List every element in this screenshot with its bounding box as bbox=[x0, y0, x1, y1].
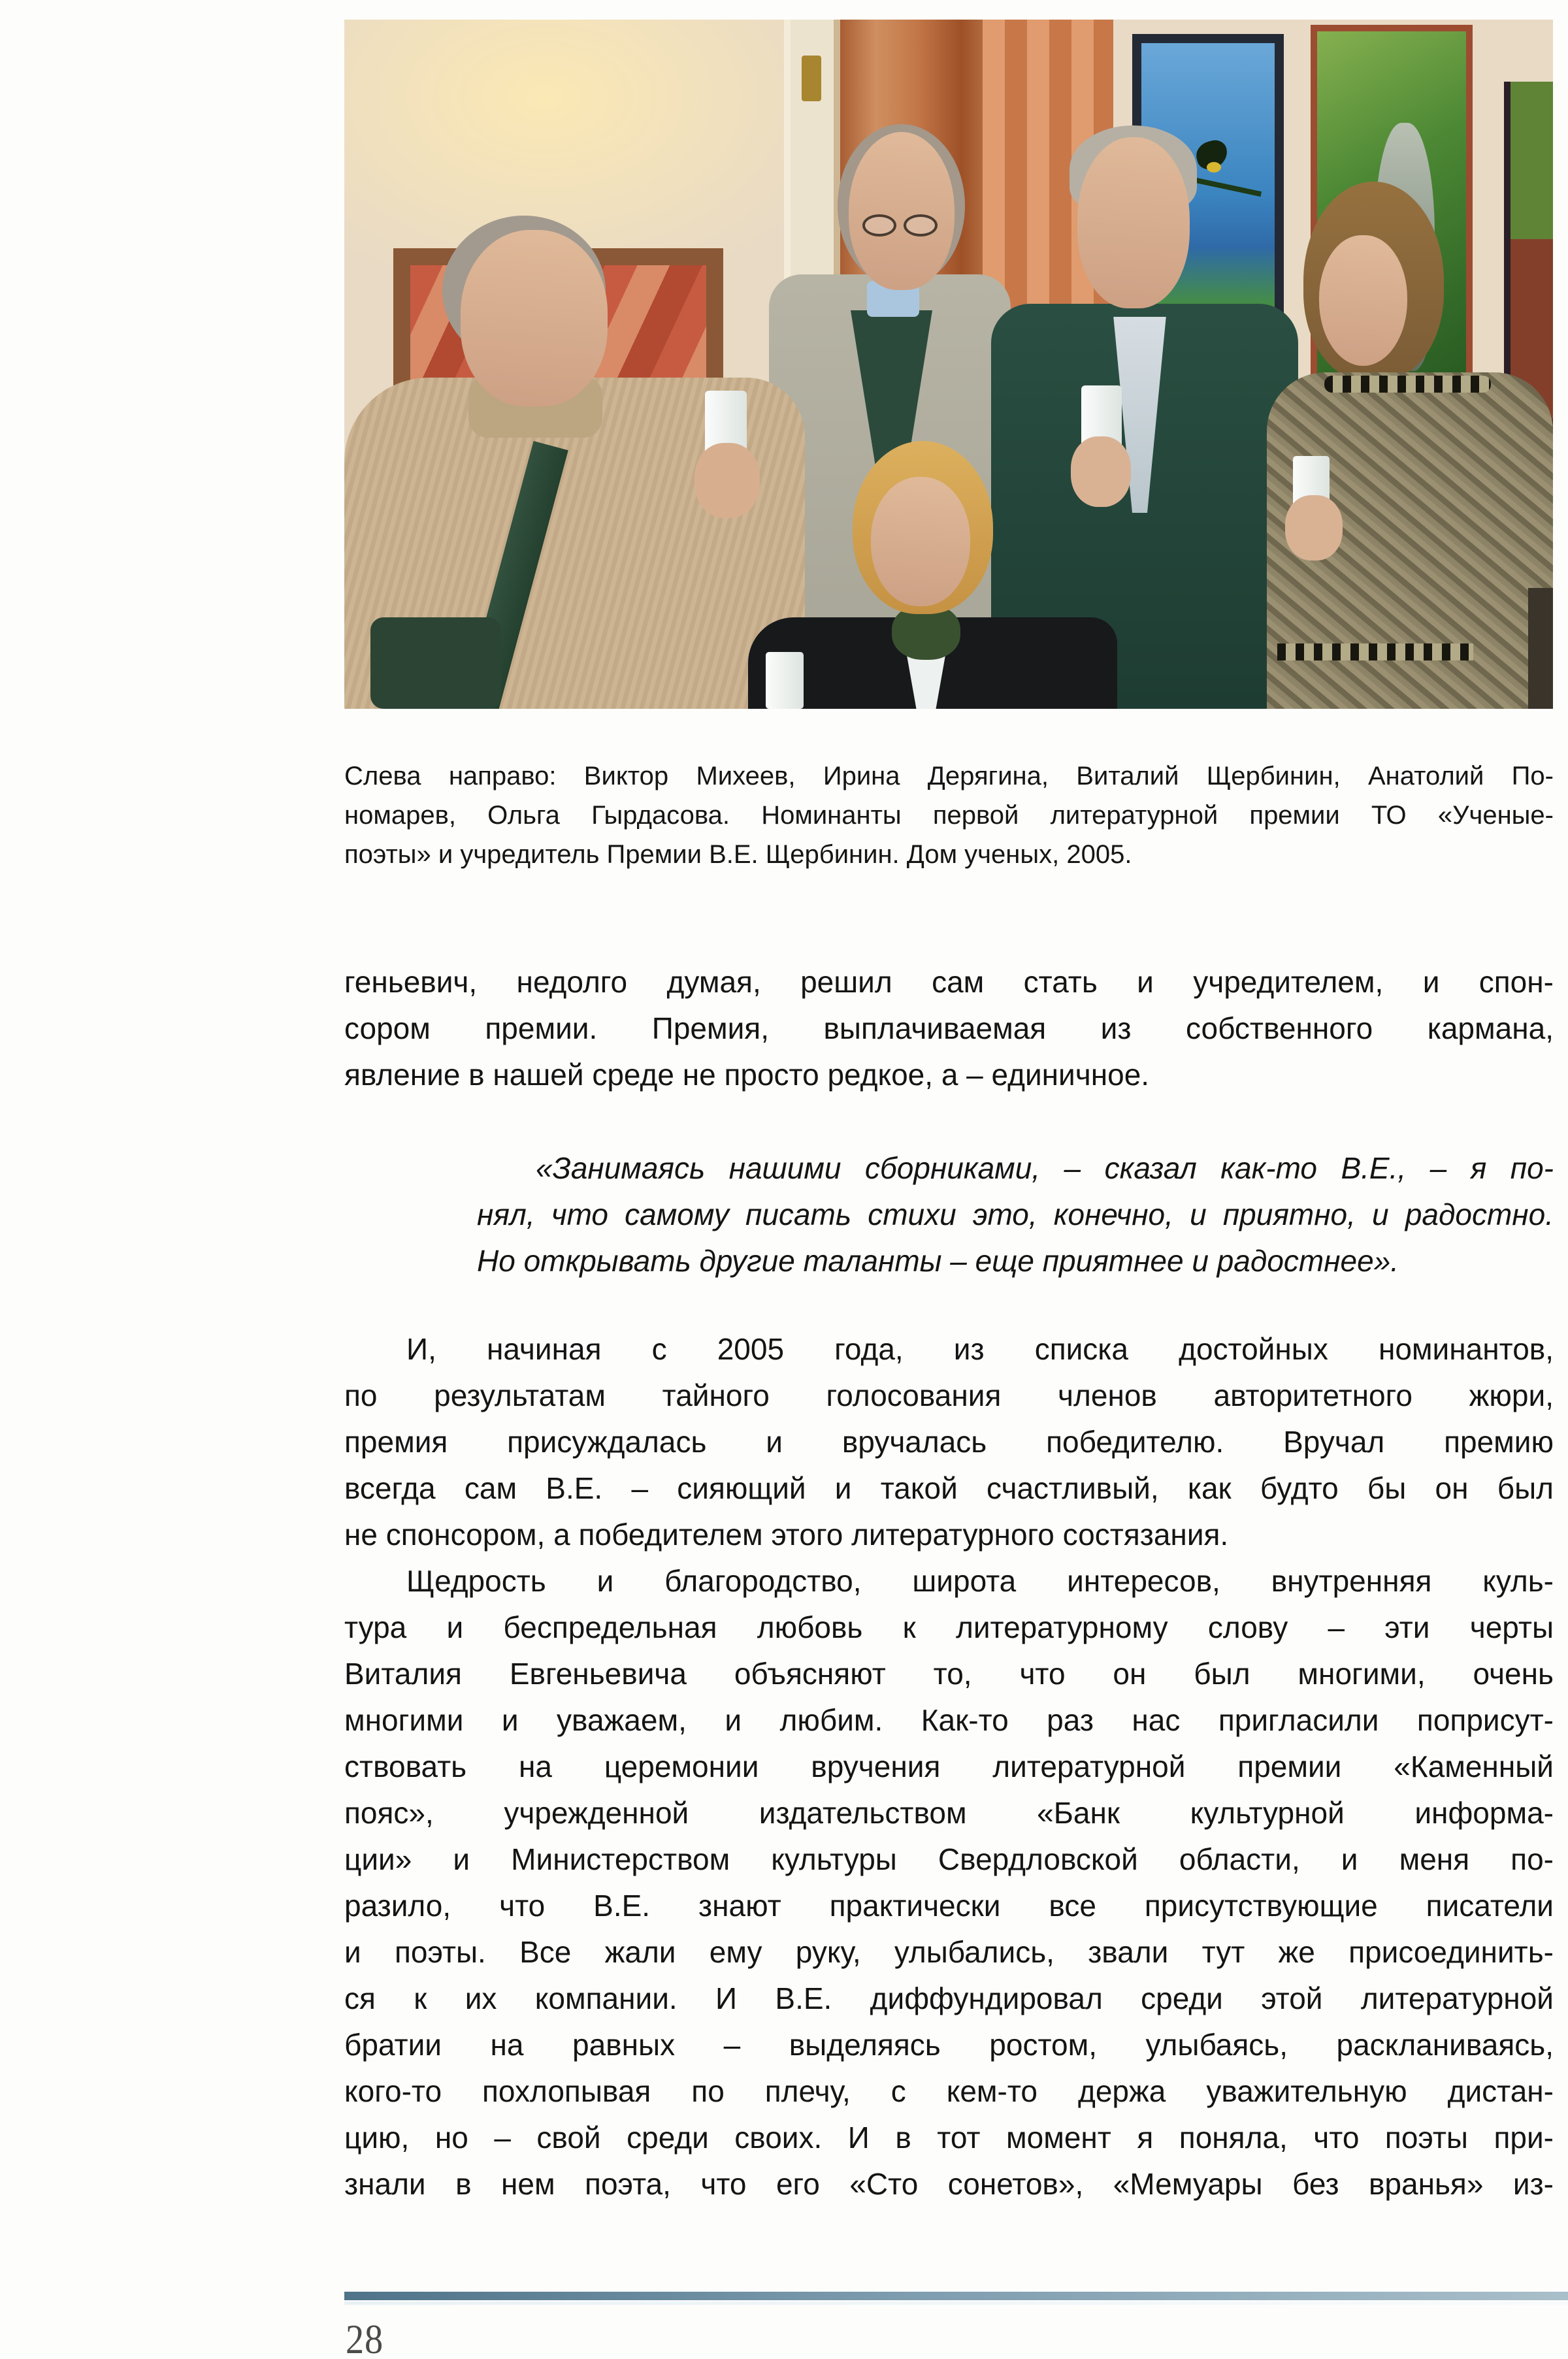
text-line: тура и беспредельная любовь к литературному слову – эти черты bbox=[344, 1610, 1554, 1644]
text-line: братии на равных – выделяясь ростом, улыбаясь, раскланиваясь, bbox=[344, 2028, 1554, 2062]
footer-rule bbox=[344, 2292, 1568, 2300]
text-line: Виталия Евгеньевича объясняют то, что он был многими, очень bbox=[344, 1657, 1554, 1691]
caption-line: поэты» и учредитель Премии В.Е. Щербинин. Дом ученых, 2005. bbox=[344, 840, 1132, 869]
text-line: сором премии. Премия, выплачиваемая из собственного кармана, bbox=[344, 1011, 1554, 1045]
blonde-woman-face bbox=[871, 477, 970, 606]
caption-line: Слева направо: Виктор Михеев, Ирина Дерягина, Виталий Щербинин, Анатолий По- bbox=[344, 762, 1554, 790]
young-woman-face bbox=[1319, 235, 1407, 366]
caption-line: номарев, Ольга Гырдасова. Номинанты первой литературной премии ТО «Ученые- bbox=[344, 801, 1554, 830]
text-line: геньевич, недолго думая, решил сам стать и учредителем, и спон- bbox=[344, 965, 1554, 999]
text-line: всегда сам В.Е. – сияющий и такой счастливый, как будто бы он был bbox=[344, 1471, 1554, 1505]
man-beige-hand bbox=[694, 443, 760, 518]
text-line: ся к их компании. И В.Е. диффундировал среди этой литературной bbox=[344, 1981, 1554, 2015]
text-line: пояс», учрежденной издательством «Банк культурной информа- bbox=[344, 1796, 1554, 1830]
chair-back bbox=[1528, 588, 1553, 709]
text-line: знали в нем поэта, что его «Сто сонетов», «Мемуары без вранья» из- bbox=[344, 2167, 1554, 2201]
paragraph bbox=[344, 1326, 1554, 1558]
man-beige-head bbox=[461, 230, 608, 406]
footer-rule-highlight bbox=[344, 2302, 1568, 2305]
text-line: цию, но – свой среди своих. И в тот момент я поняла, что поэты при- bbox=[344, 2121, 1554, 2155]
event-photo bbox=[344, 20, 1553, 709]
text-line: по результатам тайного голосования членов авторитетного жюри, bbox=[344, 1378, 1554, 1412]
door-hinge bbox=[802, 56, 821, 101]
shoulder-bag bbox=[370, 617, 501, 709]
sweater-collar-band bbox=[1324, 376, 1491, 393]
text-line: кого-то похлопывая по плечу, с кем-то держа уважительную дистан- bbox=[344, 2074, 1554, 2108]
quote-line: «Занимаясь нашими сборниками, – сказал как-то В.Е., – я по- bbox=[536, 1151, 1554, 1185]
text-line: премия присуждалась и вручалась победителю. Вручал премию bbox=[344, 1425, 1554, 1459]
text-line: И, начиная с 2005 года, из списка достойных номинантов, bbox=[406, 1332, 1554, 1366]
paragraph bbox=[344, 1558, 1554, 2207]
text-line: ции» и Министерством культуры Свердловской области, и меня по- bbox=[344, 1842, 1554, 1876]
sweater-hem-band bbox=[1277, 643, 1473, 660]
blonde-woman-cup bbox=[766, 652, 804, 709]
glasses-left-lens bbox=[862, 214, 896, 236]
text-line: многими и уважаем, и любим. Как-то раз нас пригласили поприсут- bbox=[344, 1703, 1554, 1737]
man-green-hand bbox=[1071, 436, 1131, 507]
quote-line: Но открывать другие таланты – еще приятнее и радостнее». bbox=[477, 1244, 1399, 1278]
man-green-head bbox=[1077, 137, 1190, 308]
text-line: и поэты. Все жали ему руку, улыбались, звали тут же присоединить- bbox=[344, 1935, 1554, 1969]
text-line: явление в нашей среде не просто редкое, а – единичное. bbox=[344, 1058, 1150, 1092]
glasses-right-lens bbox=[904, 214, 938, 236]
paragraph-continuation bbox=[344, 959, 1554, 1098]
quote-block bbox=[344, 1145, 1554, 1284]
text-line: Щедрость и благородство, широта интересов, внутренняя куль- bbox=[406, 1564, 1554, 1598]
young-woman-hand bbox=[1285, 495, 1343, 561]
bird-breast bbox=[1207, 162, 1221, 172]
text-line: не спонсором, а победителем этого литературного состязания. bbox=[344, 1518, 1229, 1552]
page-number: 28 bbox=[346, 2316, 384, 2359]
photo-caption bbox=[344, 757, 1554, 874]
man-glasses-head bbox=[849, 132, 955, 290]
quote-line: нял, что самому писать стихи это, конечно, и приятно, и радостно. bbox=[477, 1197, 1554, 1231]
text-line: ствовать на церемонии вручения литературной премии «Каменный bbox=[344, 1749, 1554, 1783]
body-text bbox=[344, 959, 1554, 2207]
text-line: разило, что В.Е. знают практически все присутствующие писатели bbox=[344, 1889, 1554, 1923]
